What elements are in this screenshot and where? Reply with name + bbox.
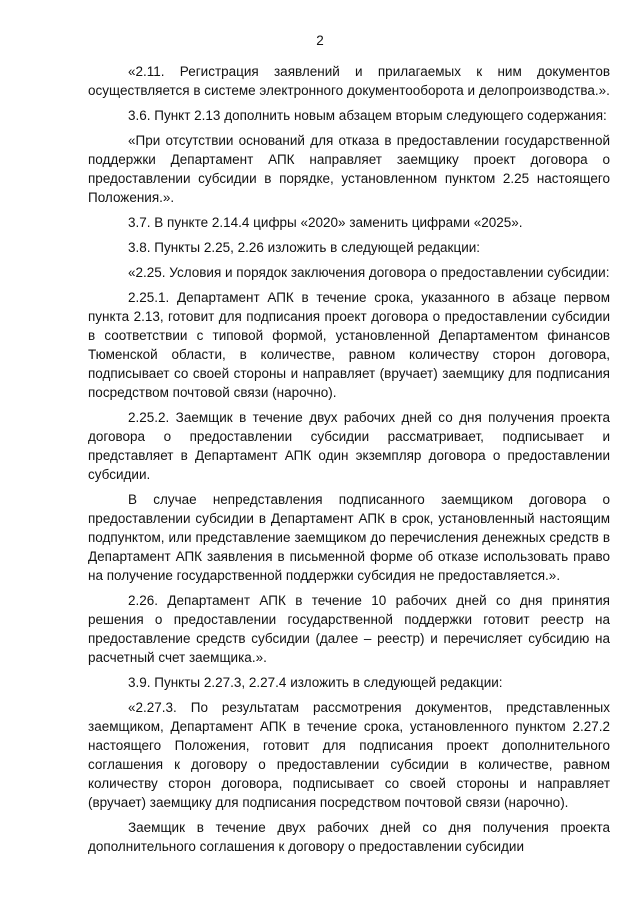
paragraph-3-7: 3.7. В пункте 2.14.4 цифры «2020» заменить цифрами «2025». [128, 215, 523, 230]
paragraph-2-11: «2.11. Регистрация заявлений и прилагаемых к ним документов осуществляется в системе электронного документооборота и делопроизводства.». [88, 64, 610, 98]
paragraph-2-27-3-continued: Заемщик в течение двух рабочих дней со дня получения проекта дополнительного соглашения к договору о предоставлении субсидии [88, 820, 610, 854]
paragraph-2-25-1: 2.25.1. Департамент АПК в течение срока, указанного в абзаце первом пункта 2.13, готовит для подписания проект договора о предоставлении субсидии в соответствии с типовой формой, установленной Департаментом финансов Тюменской области, в количестве, равном количеству сторон договора, подписывает со своей стороны и направляет (вручает) заемщику для подписания посредством почтовой связи (нарочно). [88, 290, 610, 400]
paragraph-2-26: 2.26. Департамент АПК в течение 10 рабочих дней со дня принятия решения о предоставлении государственной поддержки готовит реестр на предоставление средств субсидии (далее – реестр) и перечисляет субсидию на расчетный счет заемщика.». [88, 593, 610, 665]
paragraph-2-25: «2.25. Условия и порядок заключения договора о предоставлении субсидии: [128, 265, 610, 280]
document-body [88, 62, 610, 862]
paragraph-3-6: 3.6. Пункт 2.13 дополнить новым абзацем вторым следующего содержания: [128, 108, 607, 123]
paragraph-3-8: 3.8. Пункты 2.25, 2.26 изложить в следующей редакции: [128, 240, 481, 255]
paragraph-2-13-new-text: «При отсутствии оснований для отказа в предоставлении государственной поддержки Департамент АПК направляет заемщику проект договора о предоставлении субсидии в порядке, установленном пунктом 2.25 настоящего Положения.». [88, 133, 610, 205]
paragraph-3-9: 3.9. Пункты 2.27.3, 2.27.4 изложить в следующей редакции: [128, 675, 503, 690]
page-number: 2 [316, 33, 324, 48]
paragraph-2-27-3: «2.27.3. По результатам рассмотрения документов, представленных заемщиком, Департамент АПК в течение срока, установленного пунктом 2.27.2 настоящего Положения, готовит для подписания проект дополнительного соглашения к договору о предоставлении субсидии в количестве, равном количеству сторон договора, подписывает со своей стороны и направляет (вручает) заемщику для подписания посредством почтовой связи (нарочно). [88, 700, 610, 810]
paragraph-2-25-2-refusal: В случае непредставления подписанного заемщиком договора о предоставлении субсидии в Департамент АПК в срок, установленный настоящим подпунктом, или представление заемщиком до перечисления денежных средств в Департамент АПК заявления в письменной форме об отказе использовать право на получение государственной поддержки субсидия не предоставляется.». [88, 492, 610, 583]
paragraph-2-25-2: 2.25.2. Заемщик в течение двух рабочих дней со дня получения проекта договора о предоставлении субсидии рассматривает, подписывает и представляет в Департамент АПК один экземпляр договора о предоставлении субсидии. [88, 410, 610, 482]
